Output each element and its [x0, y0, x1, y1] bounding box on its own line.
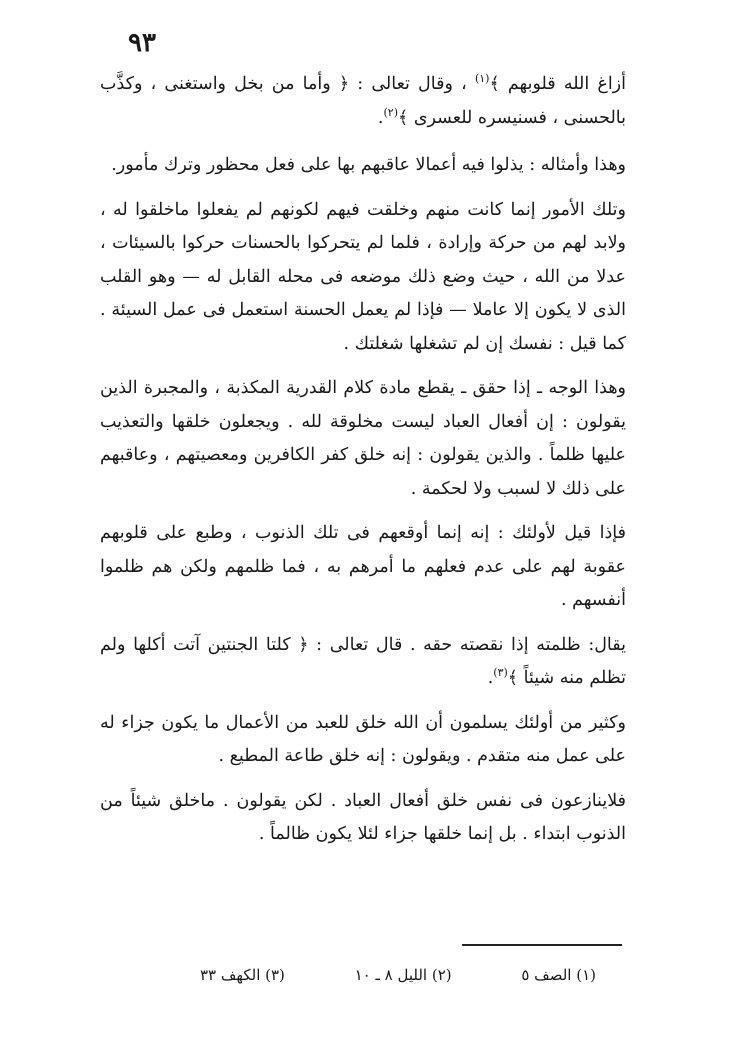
footnotes	[200, 964, 596, 986]
page-number: ٩٣	[128, 28, 156, 58]
paragraph-2: وهذا وأمثاله : يذلوا فيه أعمالا عاقبهم بها على فعل محظور وترك مأمور.	[111, 155, 626, 175]
paragraph-7: وكثير من أولئك يسلمون أن الله خلق للعبد من الأعمال ما يكون جزاء له على عمل منه متقدم . ويقولون : إنه خلق طاعة المطيع .	[100, 712, 626, 766]
paragraph-8: فلاينازعون فى نفس خلق أفعال العباد . لكن يقولون . ماخلق شيئاً من الذنوب ابتداء . بل إنما خلقها جزاء لئلا يكون ظالماً .	[100, 790, 626, 844]
footnote-1: (١) الصف ٥	[521, 966, 596, 984]
paragraph-6	[100, 629, 626, 696]
footnote-divider	[462, 944, 622, 946]
footnote-2: (٢) الليل ٨ ـ ١٠	[354, 966, 452, 984]
paragraph-6-text: يقال: ظلمته إذا نقصته حقه . قال تعالى : ﴿ كلتا الجنتين آتت أكلها ولم تظلم منه شيئاً ﴾	[100, 634, 626, 688]
paragraph-1-end: .	[377, 107, 384, 128]
main-text	[100, 68, 626, 863]
footnote-ref-3: (٣)	[493, 666, 508, 680]
footnote-ref-2: (٢)	[383, 105, 399, 119]
footnote-ref-1: (١)	[474, 72, 490, 86]
footnote-3: (٣) الكهف ٣٣	[200, 966, 285, 984]
paragraph-4: وهذا الوجه ـ إذا حقق ـ يقطع مادة كلام القدرية المكذبة ، والمجبرة الذين يقولون : إن أفعال العباد ليست مخلوقة لله . ويجعلون خلقها والتعذيب عليها ظلماً . والذين يقولون : إنه خلق كفر الكافرين ومعصيتهم ، وعاقبهم على ذلك لا لسبب ولا لحكمة .	[100, 378, 626, 499]
paragraph-1-text: أزاغ الله قلوبهم ﴾	[489, 74, 626, 94]
paragraph-1	[100, 68, 626, 135]
paragraph-1-text-cont: ، وقال تعالى : ﴿ وأما من بخل واستغنى ، وكذَّب بالحسنى ، فسنيسره للعسرى ﴾	[100, 74, 626, 128]
paragraph-3: وتلك الأمور إنما كانت منهم وخلقت فيهم لكونهم لم يفعلوا ماخلقوا له ، ولابد لهم من حركة وإرادة ، فلما لم يتحركوا بالحسنات حركوا بالسيئات ، عدلا من الله ، حيث وضع ذلك موضعه فى محله القابل له — وهو القلب الذى لا يكون إلا عاملا — فإذا لم يعمل الحسنة استعمل فى عمل السيئة . كما قيل : نفسك إن لم تشغلها شغلتك .	[100, 199, 626, 354]
paragraph-6-end: .	[487, 668, 494, 688]
paragraph-5: فإذا قيل لأولئك : إنه إنما أوقعهم فى تلك الذنوب ، وطبع على قلوبهم عقوبة لهم على عدم فعلهم ما أمرهم به ، فما ظلمهم ولكن هم ظلموا أنفسهم .	[100, 523, 626, 610]
